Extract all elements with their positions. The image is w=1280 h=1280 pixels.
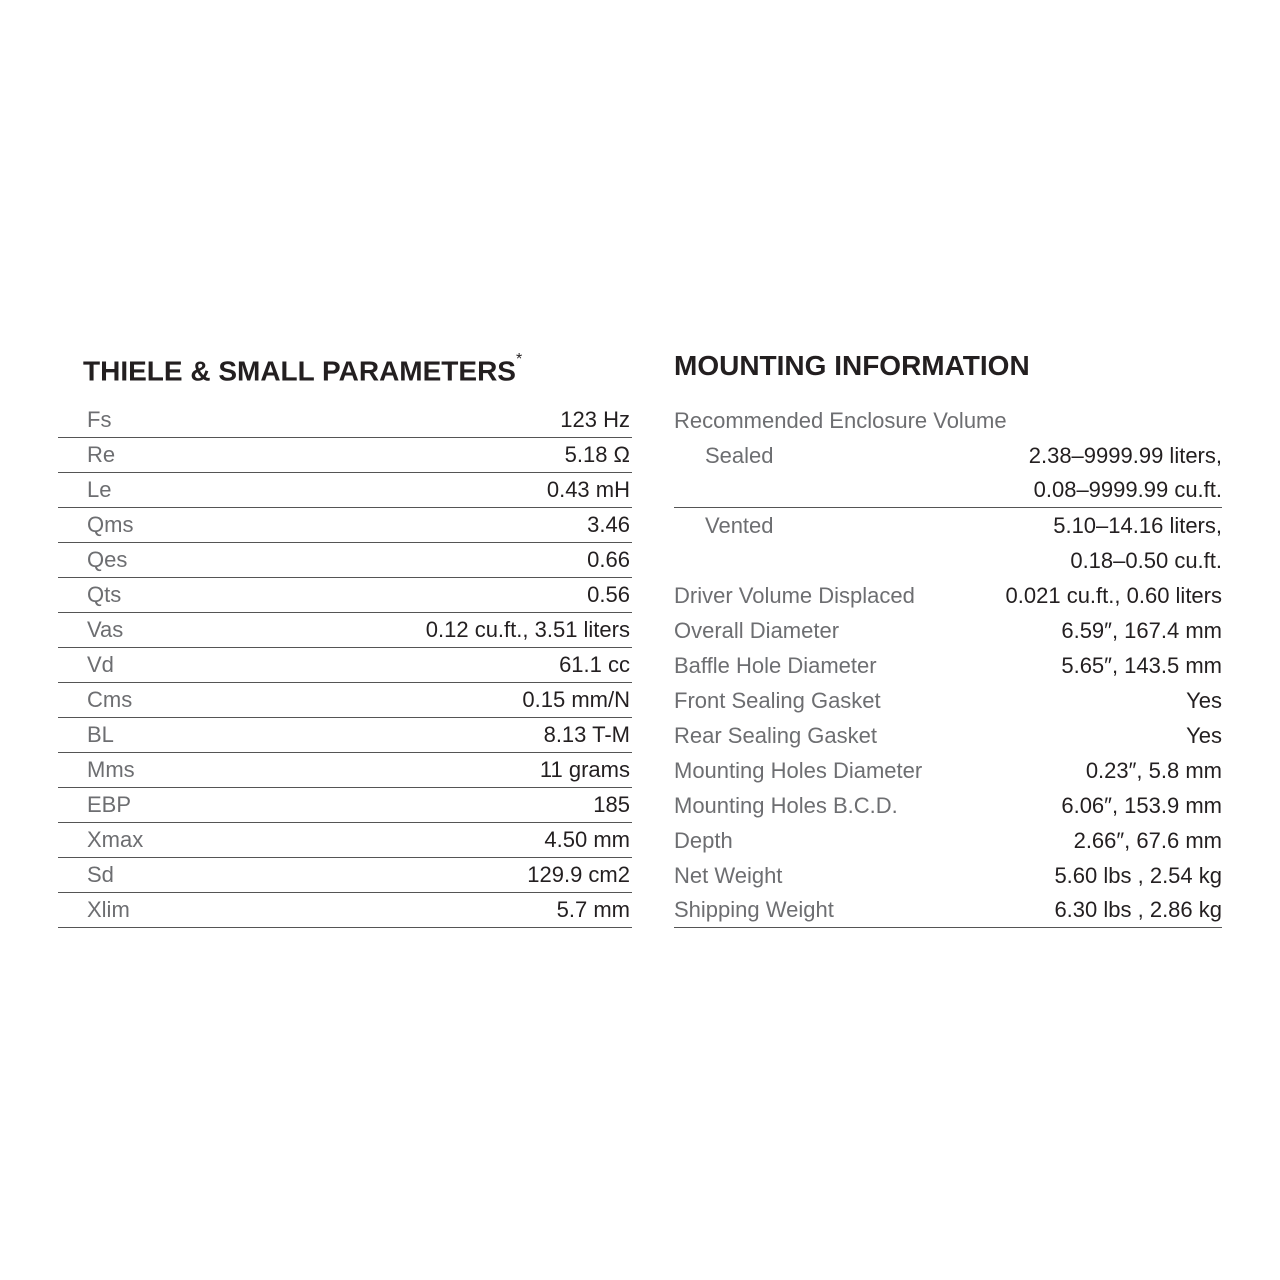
mount-label: Rear Sealing Gasket: [674, 722, 877, 748]
param-label: Vd: [87, 652, 114, 677]
param-row-qes: [58, 543, 632, 578]
sealed-label: Sealed: [705, 442, 774, 468]
enclosure-volume-label: Recommended Enclosure Volume: [674, 407, 1007, 433]
mount-row-front-gasket: [674, 683, 1222, 718]
param-label: Le: [87, 477, 112, 502]
param-row-le: [58, 473, 632, 508]
mount-row-net-weight: [674, 858, 1222, 893]
enclosure-volume-row: [674, 403, 1222, 438]
mounting-information-table: [674, 338, 1222, 928]
param-label: Sd: [87, 862, 114, 887]
param-value: 5.18 Ω: [564, 442, 630, 467]
param-value: 61.1 cc: [559, 652, 630, 677]
mount-label: Shipping Weight: [674, 897, 834, 922]
mount-value: Yes: [1186, 687, 1222, 713]
param-value: 5.7 mm: [556, 897, 630, 922]
mount-value: 0.23″, 5.8 mm: [1085, 757, 1222, 783]
param-label: Cms: [87, 687, 133, 712]
param-value: 129.9 cm2: [527, 862, 630, 887]
param-row-qts: [58, 578, 632, 613]
mount-row-baffle-hole: [674, 648, 1222, 683]
param-value: 0.43 mH: [546, 477, 630, 502]
vented-liters-value: 5.10–14.16 liters,: [1053, 512, 1222, 538]
mount-label: Driver Volume Displaced: [674, 582, 915, 608]
mount-row-rear-gasket: [674, 718, 1222, 753]
mount-value: 0.021 cu.ft., 0.60 liters: [1005, 582, 1222, 608]
param-label: Qts: [87, 582, 122, 607]
mount-label: Depth: [674, 827, 733, 853]
mount-row-driver-volume: [674, 578, 1222, 613]
sealed-cuft-value: 0.08–9999.99 cu.ft.: [1033, 477, 1222, 502]
param-value: 0.15 mm/N: [522, 687, 630, 712]
param-label: Qms: [87, 512, 134, 537]
param-value: 4.50 mm: [544, 827, 630, 852]
mount-value: 6.59″, 167.4 mm: [1061, 617, 1222, 643]
param-value: 3.46: [587, 512, 630, 537]
mount-label: Mounting Holes Diameter: [674, 757, 923, 783]
vented-row: [674, 508, 1222, 543]
mount-label: Front Sealing Gasket: [674, 687, 881, 713]
param-label: Fs: [87, 407, 112, 432]
param-label: Xmax: [87, 827, 144, 852]
param-row-qms: [58, 508, 632, 543]
param-row-mms: [58, 753, 632, 788]
param-value: 0.56: [587, 582, 630, 607]
param-row-bl: [58, 718, 632, 753]
mount-label: Net Weight: [674, 862, 783, 888]
param-value: 123 Hz: [560, 407, 630, 432]
param-row-sd: [58, 858, 632, 893]
mount-value: 5.60 lbs , 2.54 kg: [1054, 862, 1222, 888]
mount-row-depth: [674, 823, 1222, 858]
param-label: BL: [87, 722, 114, 747]
mount-value: 5.65″, 143.5 mm: [1061, 652, 1222, 678]
param-row-ebp: [58, 788, 632, 823]
param-value: 11 grams: [539, 757, 630, 782]
param-label: Qes: [87, 547, 128, 572]
sealed-cuft-row: [674, 473, 1222, 508]
mounting-heading: MOUNTING INFORMATION: [674, 350, 1030, 381]
thiele-small-parameters-table: [58, 338, 632, 928]
mount-row-shipping-weight: [674, 893, 1222, 928]
mount-label: Overall Diameter: [674, 617, 840, 643]
mount-value: 2.66″, 67.6 mm: [1073, 827, 1222, 853]
param-value: 8.13 T-M: [543, 722, 630, 747]
param-label: Re: [87, 442, 116, 467]
param-row-vas: [58, 613, 632, 648]
mount-value: Yes: [1186, 722, 1222, 748]
param-value: 185: [593, 792, 630, 817]
param-row-vd: [58, 648, 632, 683]
param-row-cms: [58, 683, 632, 718]
mount-value: 6.30 lbs , 2.86 kg: [1054, 897, 1222, 922]
param-row-re: [58, 438, 632, 473]
param-value: 0.12 cu.ft., 3.51 liters: [425, 617, 630, 642]
mount-value: 6.06″, 153.9 mm: [1061, 792, 1222, 818]
param-label: Mms: [87, 757, 135, 782]
thiele-small-title: THIELE & SMALL PARAMETERS: [83, 355, 516, 387]
param-row-xmax: [58, 823, 632, 858]
param-label: Vas: [87, 617, 124, 642]
footnote-mark: *: [515, 351, 523, 368]
param-label: Xlim: [87, 897, 130, 922]
vented-label: Vented: [705, 512, 774, 538]
sealed-liters-value: 2.38–9999.99 liters,: [1028, 442, 1222, 468]
thiele-small-heading: [58, 338, 632, 398]
mount-label: Mounting Holes B.C.D.: [674, 792, 898, 818]
param-value: 0.66: [587, 547, 630, 572]
mount-label: Baffle Hole Diameter: [674, 652, 877, 678]
mount-row-holes-bcd: [674, 788, 1222, 823]
param-label: EBP: [87, 792, 132, 817]
mount-row-overall-diameter: [674, 613, 1222, 648]
param-row-fs: [58, 403, 632, 438]
vented-cuft-value: 0.18–0.50 cu.ft.: [1070, 547, 1222, 573]
vented-cuft-row: [674, 543, 1222, 578]
param-row-xlim: [58, 893, 632, 928]
sealed-row: [674, 438, 1222, 473]
mount-row-holes-diameter: [674, 753, 1222, 788]
